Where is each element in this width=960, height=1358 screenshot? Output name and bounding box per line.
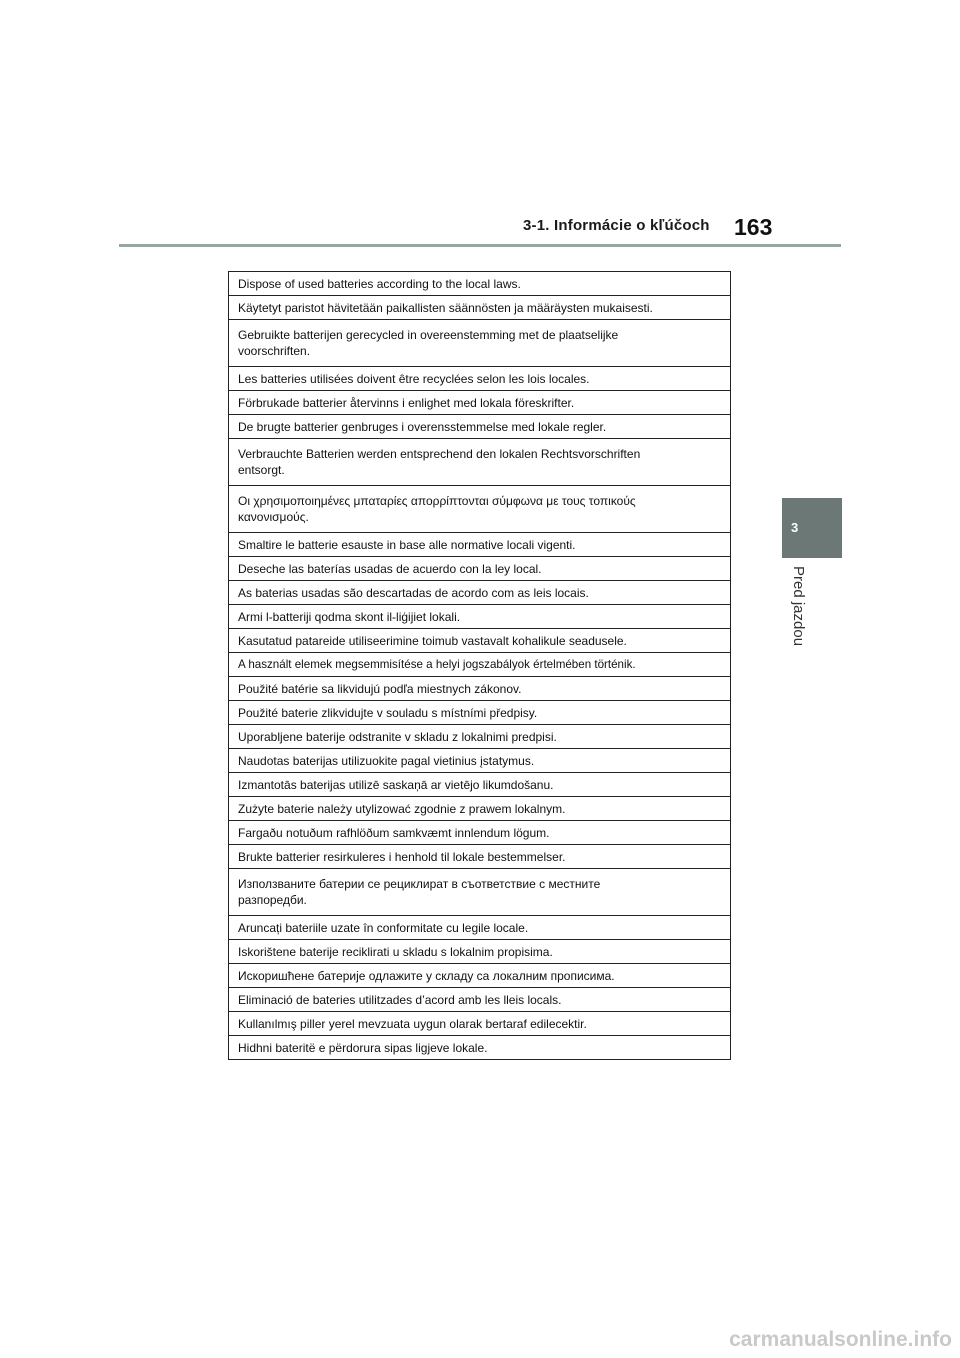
header-rule: [119, 244, 841, 247]
notice-row: Hidhni bateritë e përdorura sipas ligjeve lokale.: [238, 1041, 488, 1055]
chapter-tab: [782, 498, 842, 558]
notice-row: Izmantotās baterijas utilizē saskaņā ar vietējo likumdošanu.: [229, 773, 730, 797]
notice-row: Fargaðu notuðum rafhlöðum samkvæmt innlendum lögum.: [229, 821, 730, 845]
notice-row: As baterias usadas são descartadas de acordo com as leis locais.: [229, 581, 730, 605]
notice-row: Kasutatud patareide utiliseerimine toimub vastavalt kohalikule seadusele.: [229, 629, 730, 653]
section-title: 3-1. Informácie o kľúčoch: [523, 217, 710, 234]
notice-row: Použité baterie zlikvidujte v souladu s místními předpisy.: [229, 701, 730, 725]
notice-row: Käytetyt paristot hävitetään paikallisten säännösten ja määräysten mukaisesti.: [229, 296, 730, 320]
battery-disposal-table: [228, 271, 731, 1060]
notice-row: Gebruikte batterijen gerecycled in overeenstemming met de plaatselijke voorschriften.: [229, 320, 730, 367]
notice-row: Verbrauchte Batterien werden entsprechend den lokalen Rechtsvorschriften entsorgt.: [229, 439, 730, 486]
notice-row: Uporabljene baterije odstranite v skladu z lokalnimi predpisi.: [229, 725, 730, 749]
notice-row: Förbrukade batterier återvinns i enlighet med lokala föreskrifter.: [229, 391, 730, 415]
notice-row: Les batteries utilisées doivent être recyclées selon les lois locales.: [229, 367, 730, 391]
site-watermark: carmanualsonline.info: [729, 1328, 952, 1351]
chapter-number: 3: [791, 520, 799, 535]
notice-row: Aruncați bateriile uzate în conformitate cu legile locale.: [229, 916, 730, 940]
notice-row: Искоришћене батерије одлажите у складу са локалним прописима.: [229, 964, 730, 988]
notice-row: Smaltire le batterie esauste in base alle normative locali vigenti.: [229, 533, 730, 557]
notice-row: A használt elemek megsemmisítése a helyi jogszabályok értelmében történik.: [229, 653, 730, 677]
notice-row: Използваните батерии се рециклират в съответствие с местните разпоредби.: [229, 869, 730, 916]
notice-row: Brukte batterier resirkuleres i henhold til lokale bestemmelser.: [229, 845, 730, 869]
notice-row: Kullanılmış piller yerel mevzuata uygun olarak bertaraf edilecektir.: [229, 1012, 730, 1036]
notice-row: Armi l-batteriji qodma skont il-liġijiet lokali.: [229, 605, 730, 629]
notice-row: Použité batérie sa likvidujú podľa miestnych zákonov.: [229, 677, 730, 701]
notice-row: De brugte batterier genbruges i overensstemmelse med lokale regler.: [229, 415, 730, 439]
notice-row: Dispose of used batteries according to the local laws.: [229, 272, 730, 296]
notice-row: Eliminació de bateries utilitzades d’acord amb les lleis locals.: [229, 988, 730, 1012]
notice-row: Iskorištene baterije reciklirati u skladu s lokalnim propisima.: [229, 940, 730, 964]
notice-row: Zużyte baterie należy utylizować zgodnie z prawem lokalnym.: [229, 797, 730, 821]
chapter-label: Pred jazdou: [790, 566, 807, 647]
notice-row: Naudotas baterijas utilizuokite pagal vietinius įstatymus.: [229, 749, 730, 773]
notice-row: Deseche las baterías usadas de acuerdo con la ley local.: [229, 557, 730, 581]
notice-row: Οι χρησιμοποιημένες μπαταρίες απορρίπτονται σύμφωνα με τους τοπικούς κανονισμούς.: [229, 486, 730, 533]
page-number: 163: [734, 214, 773, 240]
